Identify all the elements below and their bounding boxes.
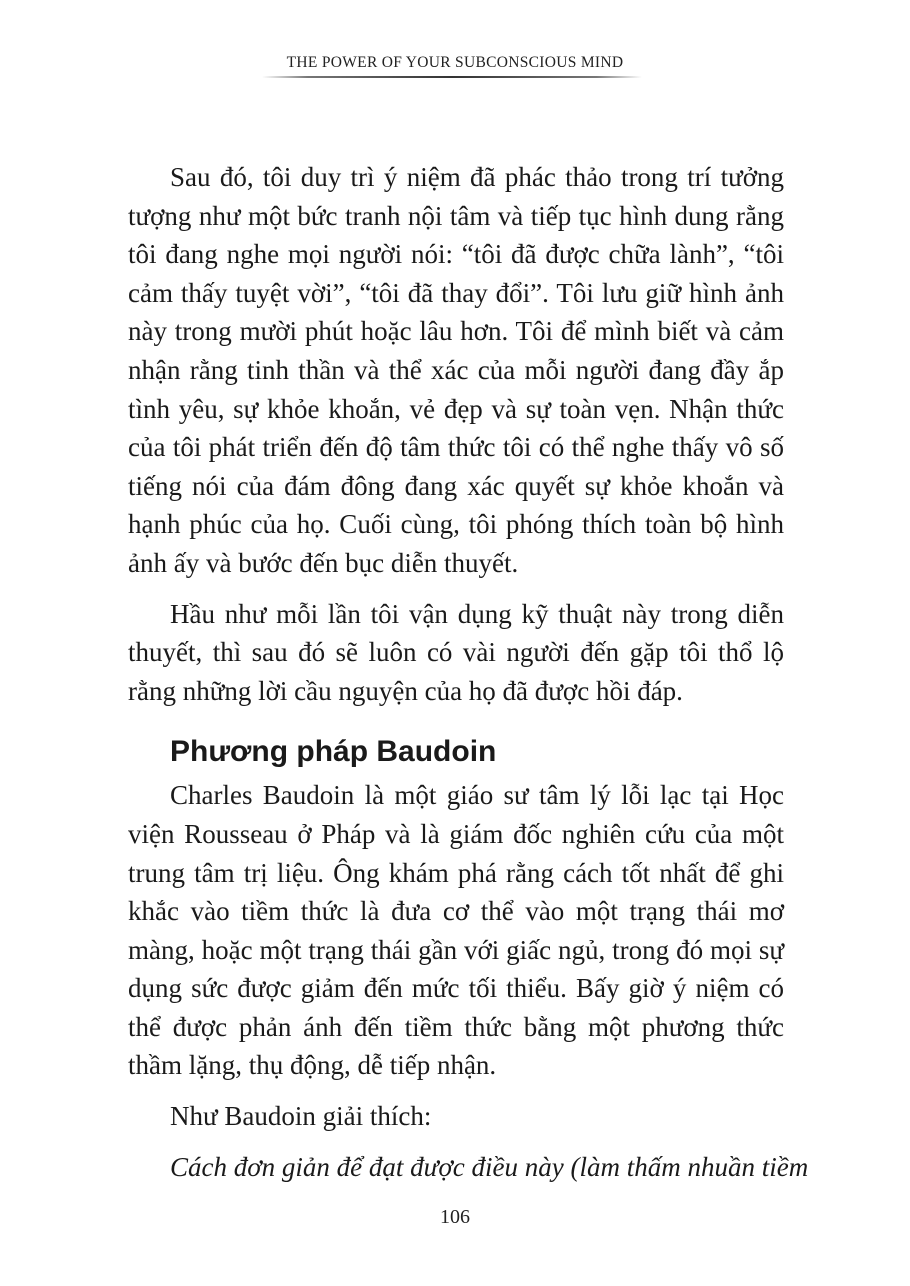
header-rule [262, 76, 642, 78]
body-paragraph-3: Charles Baudoin là một giáo sư tâm lý lỗi lạc tại Học viện Rousseau ở Pháp và là giám đốc nghiên cứu của một trung tâm trị liệu. Ông khám phá rằng cách tốt nhất để ghi khắc vào tiềm thức là đưa cơ thể vào một trạng thái mơ màng, hoặc một trạng thái gần với giấc ngủ, trong đó mọi sự dụng sức được giảm đến mức tối thiểu. Bấy giờ ý niệm có thể được phản ánh đến tiềm thức bằng một phương thức thầm lặng, thụ động, dễ tiếp nhận. [128, 780, 784, 1081]
body-paragraph-2: Hầu như mỗi lần tôi vận dụng kỹ thuật này trong diễn thuyết, thì sau đó sẽ luôn có vài người đến gặp tôi thổ lộ rằng những lời cầu nguyện của họ đã được hồi đáp. [128, 598, 784, 706]
quoted-italic-line: Cách đơn giản để đạt được điều này (làm thấm nhuần tiềm [170, 1151, 809, 1182]
running-header-title: THE POWER OF YOUR SUBCONSCIOUS MIND [286, 54, 624, 71]
page-body [128, 158, 809, 1186]
quote-intro-line: Như Baudoin giải thích: [170, 1101, 432, 1132]
page-number: 106 [440, 1206, 470, 1228]
body-paragraph-1: Sau đó, tôi duy trì ý niệm đã phác thảo trong trí tưởng tượng như một bức tranh nội tâm và tiếp tục hình dung rằng tôi đang nghe mọi người nói: “tôi đã được chữa lành”, “tôi cảm thấy tuyệt vời”, “tôi đã thay đổi”. Tôi lưu giữ hình ảnh này trong mười phút hoặc lâu hơn. Tôi để mình biết và cảm nhận rằng tinh thần và thể xác của mỗi người đang đầy ắp tình yêu, sự khỏe khoắn, vẻ đẹp và sự toàn vẹn. Nhận thức của tôi phát triển đến độ tâm thức tôi có thể nghe thấy vô số tiếng nói của đám đông đang xác quyết sự khỏe khoắn và hạnh phúc của họ. Cuối cùng, tôi phóng thích toàn bộ hình ảnh ấy và bước đến bục diễn thuyết. [128, 162, 784, 578]
running-header [0, 54, 910, 72]
section-heading: Phương pháp Baudoin [170, 735, 497, 769]
